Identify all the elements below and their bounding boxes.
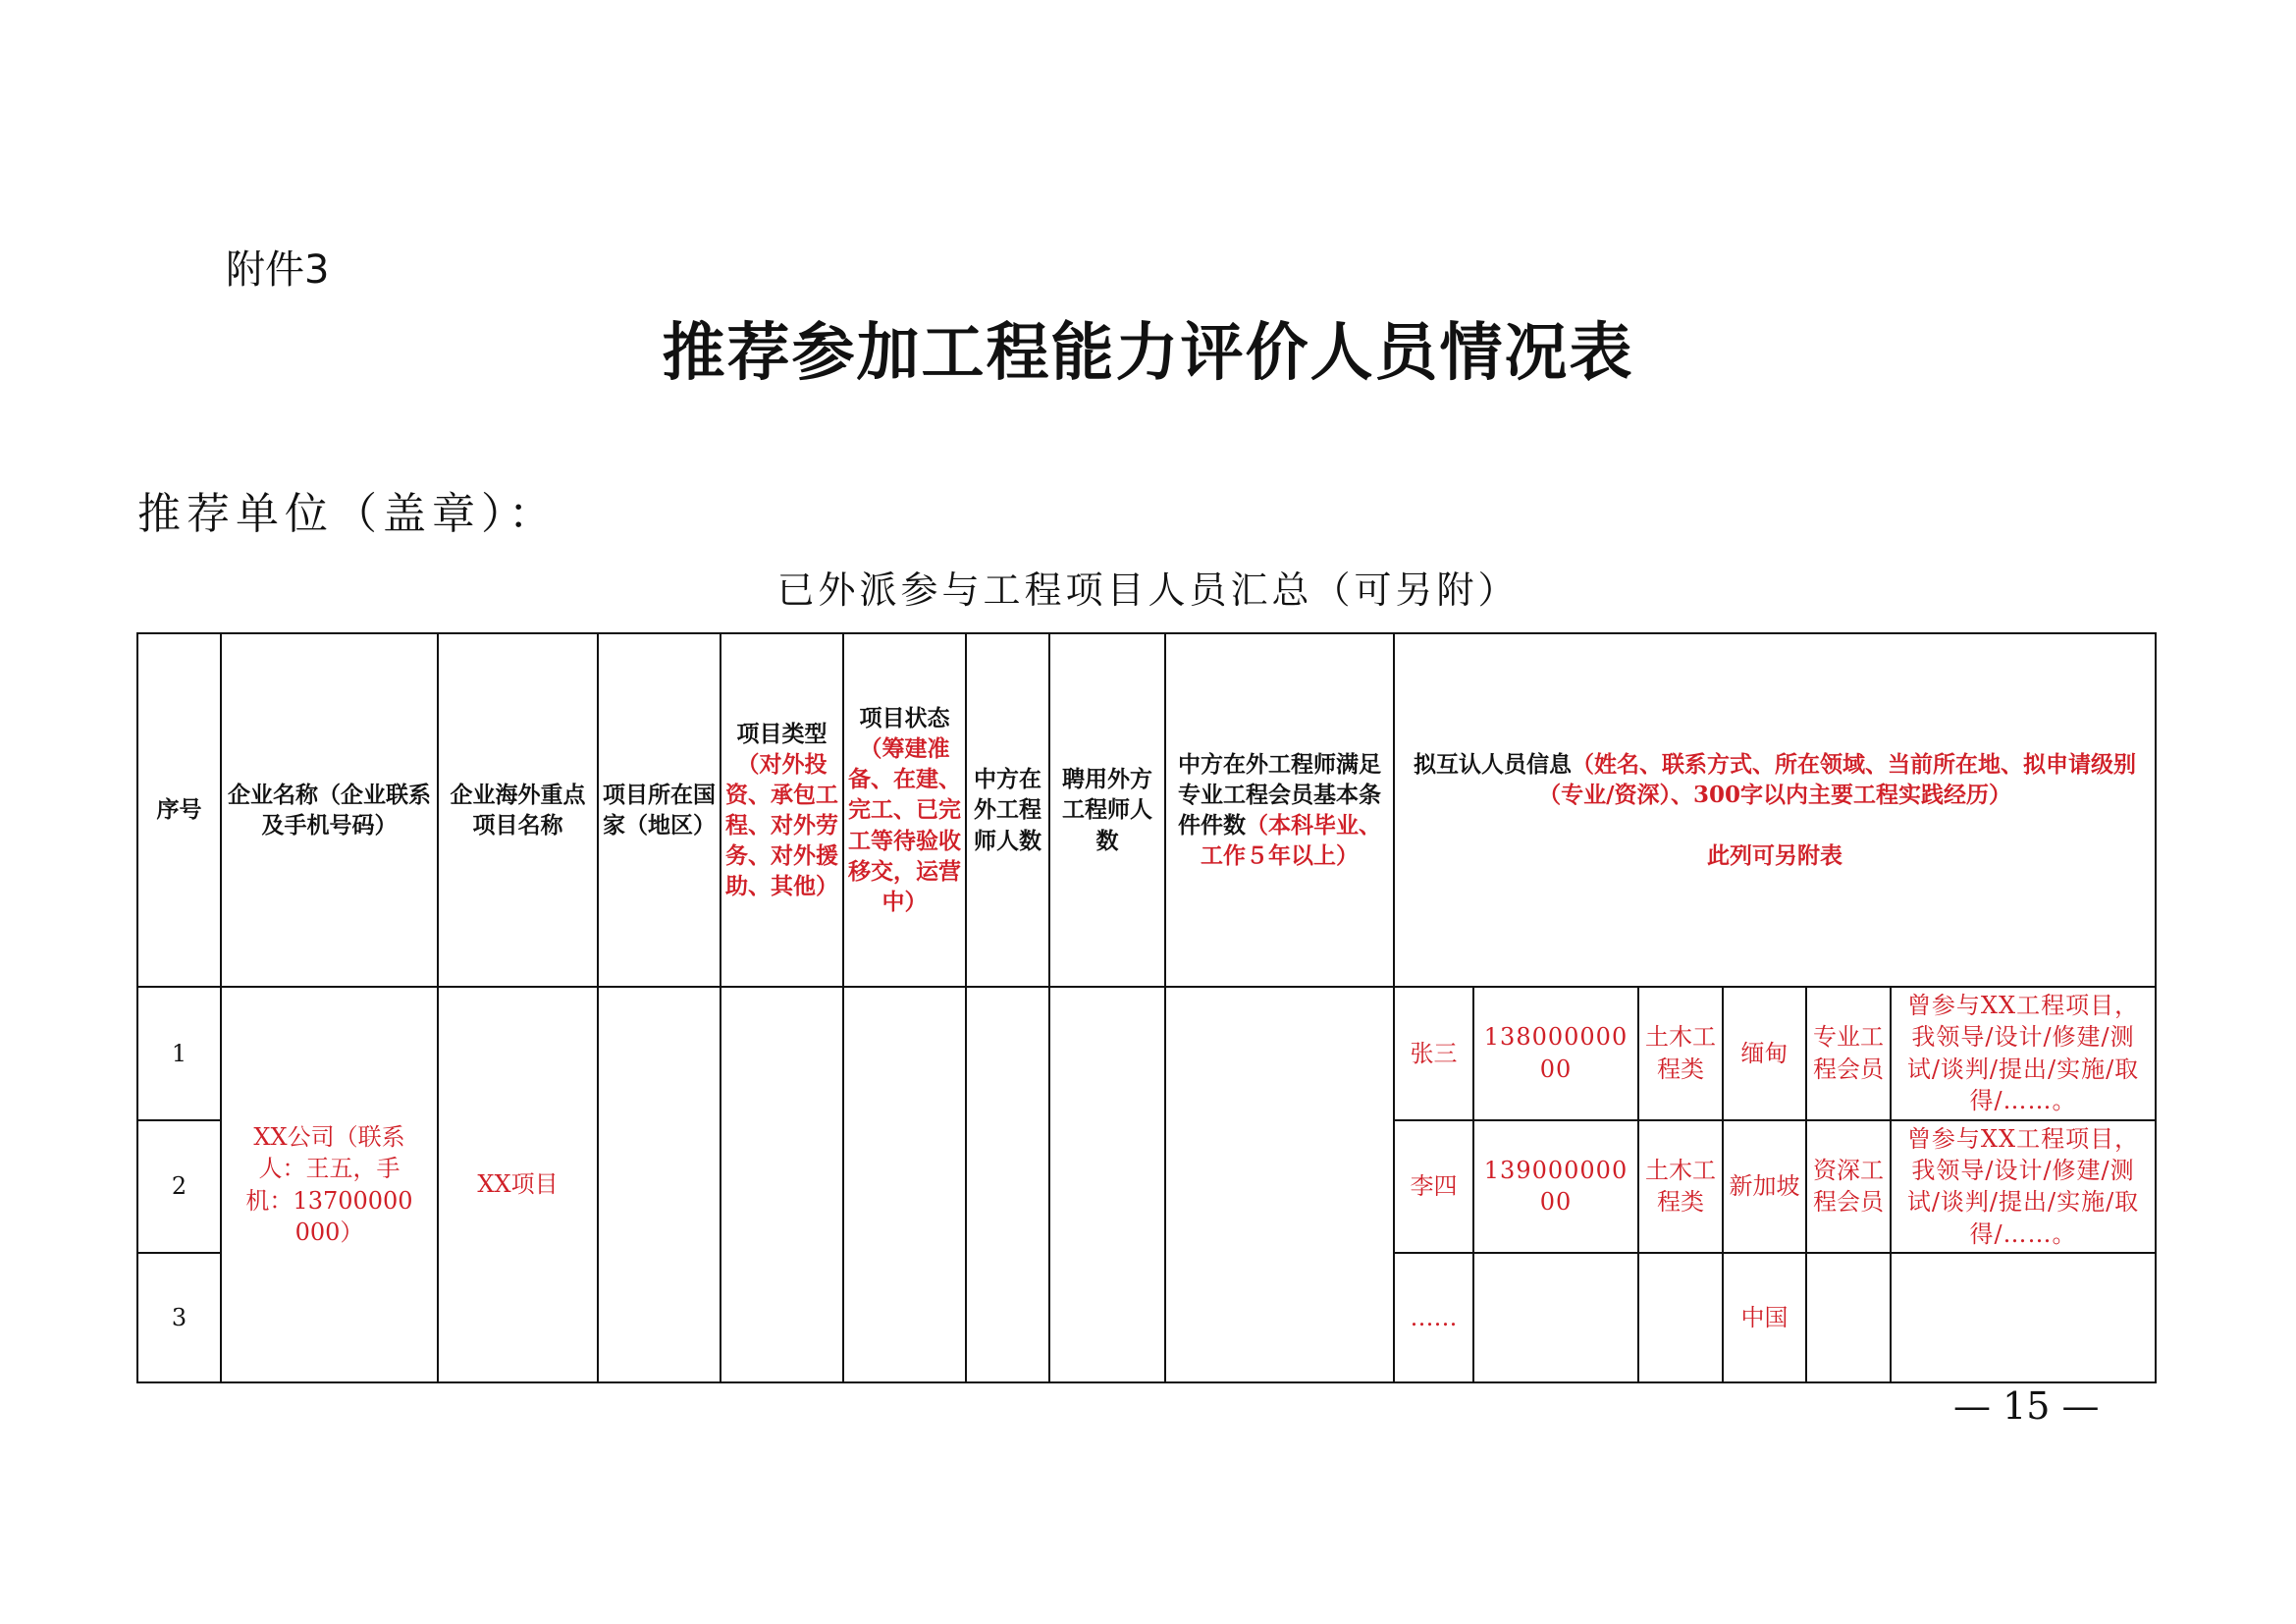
person-phone: 13800000000 — [1473, 987, 1638, 1120]
person-name: …… — [1394, 1253, 1473, 1382]
project-status-cell — [843, 987, 966, 1382]
header-attach-note: 此列可另附表 — [1707, 841, 1843, 869]
country-cell — [598, 987, 721, 1382]
person-phone: 13900000000 — [1473, 1120, 1638, 1254]
document-title: 推荐参加工程能力评价人员情况表 — [662, 316, 1634, 390]
header-project-status — [843, 633, 966, 987]
header-project-status-note: （筹建准备、在建、完工、已完工等待验收移交，运营中） — [848, 735, 961, 915]
table-title: 已外派参与工程项目人员汇总（可另附） — [776, 568, 1520, 612]
header-persons-info — [1394, 633, 2156, 987]
table-row — [137, 987, 2156, 1120]
person-location: 缅甸 — [1723, 987, 1806, 1120]
person-name: 张三 — [1394, 987, 1473, 1120]
header-meet-conditions-note: （本科毕业、工作５年以上） — [1201, 812, 1381, 870]
header-country: 项目所在国家（地区） — [598, 633, 721, 987]
header-project-type — [721, 633, 843, 987]
header-hired-foreign: 聘用外方工程师人数 — [1049, 633, 1165, 987]
person-level — [1806, 1253, 1891, 1382]
header-project-type-label: 项目类型 — [736, 720, 828, 747]
table-header-row — [137, 633, 2156, 987]
meet-conditions-cell — [1165, 987, 1394, 1382]
header-persons-info-text — [1407, 749, 2143, 810]
header-project-name: 企业海外重点项目名称 — [438, 633, 598, 987]
company-cell: XX公司（联系人：王五，手机：13700000000） — [221, 987, 438, 1382]
header-engineers-abroad: 中方在外工程师人数 — [966, 633, 1049, 987]
row-seq: 2 — [137, 1120, 221, 1254]
person-field: 土木工程类 — [1638, 987, 1723, 1120]
header-company: 企业名称（企业联系及手机号码） — [221, 633, 438, 987]
person-location: 中国 — [1723, 1253, 1806, 1382]
person-name: 李四 — [1394, 1120, 1473, 1254]
person-level: 专业工程会员 — [1806, 987, 1891, 1120]
hired-foreign-cell — [1049, 987, 1165, 1382]
row-seq: 3 — [137, 1253, 221, 1382]
header-project-status-label: 项目状态 — [859, 705, 950, 732]
person-experience: 曾参与XX工程项目，我领导/设计/修建/测试/谈判/提出/实施/取得/……。 — [1891, 1120, 2156, 1254]
personnel-table — [136, 632, 2157, 1383]
header-persons-info-note: （姓名、联系方式、所在领域、当前所在地、拟申请级别（专业/资深）、300字以内主要工程实践经历） — [1538, 751, 2137, 809]
person-field: 土木工程类 — [1638, 1120, 1723, 1254]
engineers-abroad-cell — [966, 987, 1049, 1382]
header-seq: 序号 — [137, 633, 221, 987]
person-field — [1638, 1253, 1723, 1382]
recommend-unit-label: 推荐单位（盖章）： — [137, 489, 558, 539]
header-meet-conditions-label: 中方在外工程师满足专业工程会员基本条件件数 — [1178, 750, 1381, 839]
page-number: — 15 — — [1953, 1384, 2100, 1428]
header-project-type-note: （对外投资、承包工程、对外劳务、对外援助、其他） — [725, 750, 838, 900]
header-persons-info-label: 拟互认人员信息 — [1414, 751, 1573, 779]
row-seq: 1 — [137, 987, 221, 1120]
project-type-cell — [721, 987, 843, 1382]
person-experience — [1891, 1253, 2156, 1382]
person-location: 新加坡 — [1723, 1120, 1806, 1254]
attachment-label: 附件3 — [226, 247, 330, 293]
header-meet-conditions — [1165, 633, 1394, 987]
person-level: 资深工程会员 — [1806, 1120, 1891, 1254]
person-phone — [1473, 1253, 1638, 1382]
project-cell: XX项目 — [438, 987, 598, 1382]
person-experience: 曾参与XX工程项目，我领导/设计/修建/测试/谈判/提出/实施/取得/……。 — [1891, 987, 2156, 1120]
